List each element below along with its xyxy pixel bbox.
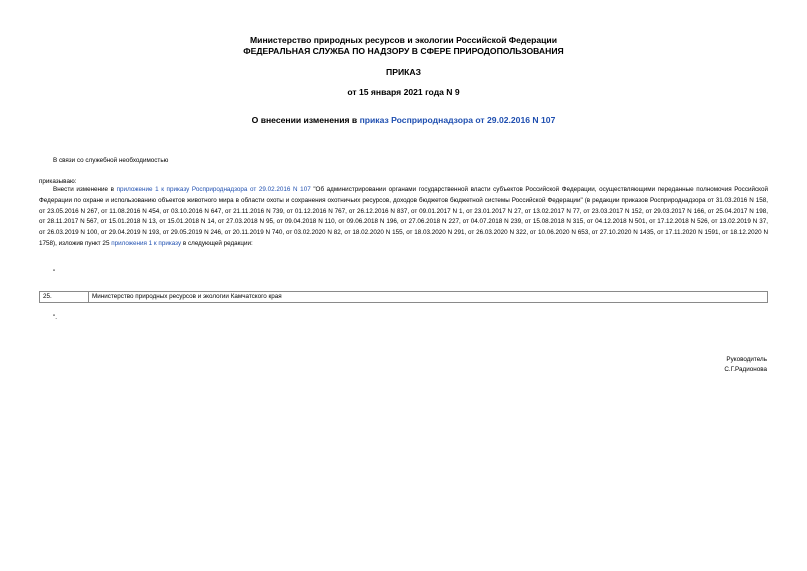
signature-name: С.Г.Радионова <box>724 366 767 373</box>
amendment-table <box>39 291 768 303</box>
quote-close: ". <box>53 314 57 321</box>
signature-title: Руководитель <box>726 356 767 363</box>
doc-subject <box>0 115 807 125</box>
appendix-link[interactable]: приложение 1 к приказу Росприроднадзора от 29.02.2016 N 107 <box>116 186 311 193</box>
p1-text-b: "Об администрировании органами государственной власти субъектов Российской Федерации, осуществляющими переданные полномочия Российской Федерации по охране и использованию объектов животного мира в области охоты и сохранения охотничьих ресурсов, доходов бюджетов бюджетной системы Российской Федерации" <box>39 186 768 204</box>
service-heading: ФЕДЕРАЛЬНАЯ СЛУЖБА ПО НАДЗОРУ В СФЕРЕ ПРИРОДОПОЛЬЗОВАНИЯ <box>243 46 564 56</box>
main-paragraph <box>39 185 768 250</box>
table-row-number: 25. <box>40 292 89 302</box>
doc-date: от 15 января 2021 года N 9 <box>347 87 460 97</box>
subject-prefix: О внесении изменения в <box>251 115 360 125</box>
reason-text: В связи со служебной необходимостью <box>53 157 169 164</box>
order-word: приказываю: <box>39 178 77 185</box>
p1-text-c: (в редакции приказов Росприроднадзора от 31.03.2016 N 158, от 23.05.2016 N 267, от 11.08.2016 N 454, от 03.10.2016 N 647, от 21.11.2016 N 739, от 01.12.2016 N 767, от 26.12.2016 N 837, от 09.01.2017 N 1, от 23.01.2017 N 27, от 13.02.2017 N 77, от 23.03.2017 N 152, от 29.03.2017 N 166, от 25.04.2017 N 198, от 28.11.2017 N 567, от 15.01.2018 N 13, от 15.01.2018 N 14, от 27.03.2018 N 95, от 09.04.2018 N 110, от 09.06.2018 N 196, от 27.06.2018 N 227, от 04.07.2018 N 239, от 15.08.2018 N 315, от 04.12.2018 N 501, от 17.12.2018 N 526, от 13.02.2019 N 37, от 26.03.2019 N 100, от 29.04.2019 N 193, от 29.05.2019 N 246, от 20.11.2019 N 740, от 03.02.2020 N 82, от 18.02.2020 N 155, от 18.03.2020 N 291, от 26.03.2020 N 322, от 10.06.2020 N 653, от 27.10.2020 N 1435, от 17.11.2020 N 1591, от 18.12.2020 N 1758) <box>39 196 768 247</box>
p1-text-e: в следующей редакции: <box>181 239 253 247</box>
table-row-name: Министерство природных ресурсов и экологии Камчатского края <box>92 293 282 300</box>
appendix-link-2[interactable]: приложения 1 к приказу <box>111 239 182 247</box>
doc-type-heading: ПРИКАЗ <box>386 67 421 77</box>
subject-link[interactable]: приказ Росприроднадзора от 29.02.2016 N 107 <box>359 115 556 125</box>
quote-open: " <box>53 269 56 276</box>
p1-text-d: , изложив пункт 25 <box>55 239 112 247</box>
ministry-heading: Министерство природных ресурсов и экологии Российской Федерации <box>250 35 557 45</box>
p1-text-a: Внести изменение в <box>53 186 117 193</box>
